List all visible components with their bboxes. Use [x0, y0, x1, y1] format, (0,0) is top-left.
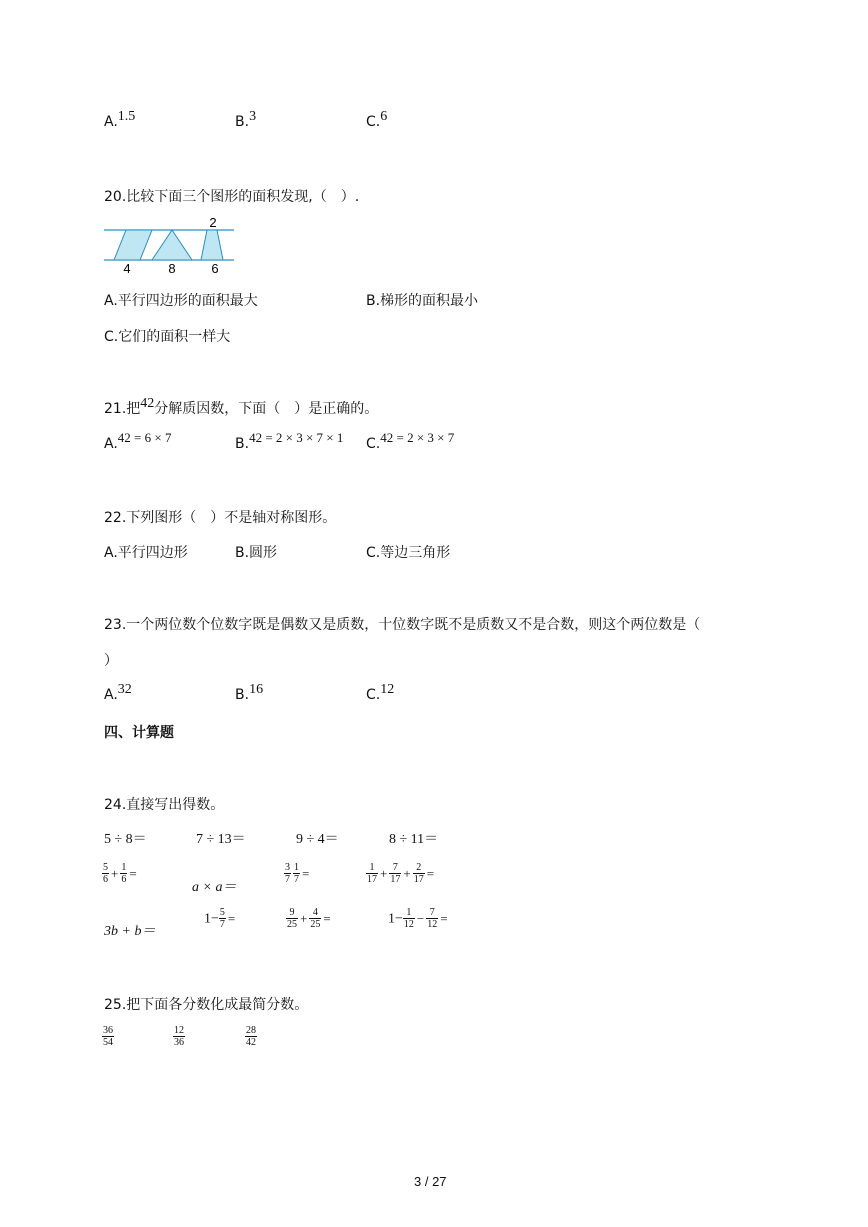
trapezoid-shape [201, 230, 223, 260]
figure-label-triangle: 8 [168, 261, 176, 276]
page-number: 3 / 27 [414, 1174, 447, 1189]
q21-option-a [104, 430, 172, 452]
q22-option-c: C.等边三角形 [366, 545, 451, 561]
option-letter: B. [235, 114, 250, 130]
q23-option-c [366, 682, 395, 704]
option-value: 12 [380, 682, 395, 697]
q22-option-b: B.圆形 [235, 545, 278, 561]
q23-option-a [104, 682, 132, 704]
q24-r1-e4: 8 ÷ 11＝ [389, 832, 439, 847]
option-letter: B. [235, 687, 250, 703]
numerator: 7 [429, 907, 435, 918]
triangle-shape [152, 230, 192, 260]
q25-fraction-1 [102, 1025, 114, 1048]
denominator: 7 [285, 874, 290, 885]
denominator: 54 [103, 1037, 113, 1048]
option-value: 42 = 2 × 3 × 7 [380, 430, 455, 445]
denominator: 17 [390, 874, 401, 885]
q23-stem-line1: 23.一个两位数个位数字既是偶数又是质数，十位数字既不是质数又不是合数，则这个两位数是（ [104, 617, 701, 633]
denominator: 7 [294, 874, 299, 885]
operator: 1− [388, 911, 403, 927]
q22-option-a: A.平行四边形 [104, 545, 188, 561]
q21-option-b [235, 430, 344, 452]
q24-r3-e2 [204, 907, 237, 930]
figure-label-top: 2 [209, 215, 217, 230]
option-value: 1.5 [117, 109, 136, 124]
fraction [293, 862, 300, 885]
operator: + [300, 910, 308, 926]
q24-r3-e3 [286, 907, 333, 930]
fraction [284, 862, 291, 885]
q22-stem: 22.下列图形（ ）不是轴对称图形。 [104, 510, 337, 526]
option-value: 6 [380, 109, 388, 124]
parallelogram-shape [114, 230, 152, 260]
denominator: 42 [246, 1037, 256, 1048]
denominator: 12 [427, 919, 438, 930]
numerator: 1 [369, 862, 375, 873]
option-value: 3 [249, 109, 257, 124]
q20-figure [100, 212, 240, 278]
denominator: 12 [403, 919, 414, 930]
numerator: 1 [294, 862, 299, 873]
numerator: 1 [121, 862, 127, 873]
numerator: 3 [285, 862, 290, 873]
q20-option-b: B.梯形的面积最小 [366, 293, 479, 309]
option-value: 16 [249, 682, 264, 697]
option-letter: C. [366, 436, 381, 452]
denominator: 7 [219, 919, 225, 930]
equals-sign: = [426, 865, 435, 881]
numerator: 36 [103, 1025, 113, 1036]
q24-stem: 24.直接写出得数。 [104, 797, 225, 813]
q24-r2-e4 [366, 862, 436, 885]
q21-stem [104, 398, 378, 418]
fraction [309, 907, 321, 930]
q20-option-a: A.平行四边形的面积最大 [104, 293, 258, 309]
option-value: 42 = 2 × 3 × 7 × 1 [249, 430, 344, 445]
operator: 1− [204, 911, 219, 927]
fraction [245, 1025, 257, 1048]
denominator: 17 [367, 874, 377, 885]
q24-r3-e4 [388, 907, 450, 930]
equals-sign: = [440, 910, 448, 926]
figure-label-parallelogram: 4 [123, 261, 131, 276]
denominator: 36 [174, 1037, 184, 1048]
option-letter: A. [104, 114, 118, 130]
fraction [173, 1025, 185, 1048]
operator: + [380, 865, 388, 881]
stem-number: 42 [140, 396, 155, 411]
numerator: 9 [289, 907, 295, 918]
denominator: 6 [121, 874, 127, 885]
q24-r3-e1: 3b + b＝ [104, 924, 156, 939]
numerator: 1 [406, 907, 412, 918]
denominator: 6 [103, 874, 108, 885]
operator: + [403, 865, 411, 881]
stem-text: 分解质因数，下面（ ）是正确的。 [154, 401, 379, 417]
section-title: 四、计算题 [104, 725, 174, 741]
denominator: 25 [287, 919, 297, 930]
stem-text: 21.把 [104, 401, 141, 417]
q19-option-c [366, 109, 388, 131]
q24-r1-e3: 9 ÷ 4＝ [296, 832, 339, 847]
fraction [102, 1025, 114, 1048]
fraction [403, 907, 415, 930]
equals-sign: = [129, 865, 137, 881]
fraction [389, 862, 401, 885]
q25-fraction-2 [173, 1025, 185, 1048]
denominator: 25 [310, 919, 321, 930]
option-letter: A. [104, 687, 118, 703]
option-value: 42 = 6 × 7 [117, 430, 172, 445]
numerator: 28 [246, 1025, 256, 1036]
q24-r1-e1: 5 ÷ 8＝ [104, 832, 147, 847]
q24-r1-e2: 7 ÷ 13＝ [196, 832, 246, 847]
operator: − [416, 910, 425, 926]
q20-stem: 20.比较下面三个图形的面积发现,（ ）. [104, 189, 360, 205]
fraction [426, 907, 438, 930]
numerator: 4 [312, 907, 318, 918]
numerator: 5 [219, 907, 225, 918]
q19-option-b [235, 109, 257, 131]
option-value: 32 [117, 682, 132, 697]
numerator: 5 [103, 862, 108, 873]
operator: + [111, 865, 119, 881]
q24-r2-e1 [102, 862, 139, 885]
option-letter: C. [366, 114, 381, 130]
q25-stem: 25.把下面各分数化成最简分数。 [104, 997, 309, 1013]
q23-stem-line2: ） [104, 653, 118, 669]
fraction [413, 862, 425, 885]
option-letter: C. [366, 687, 381, 703]
q23-option-b [235, 682, 264, 704]
equals-sign: = [227, 910, 236, 926]
fraction [286, 907, 298, 930]
numerator: 2 [416, 862, 422, 873]
fraction [120, 862, 127, 885]
q24-r2-e2: a × a＝ [192, 880, 237, 895]
numerator: 7 [392, 862, 398, 873]
q24-r2-e3 [284, 862, 311, 885]
q19-option-a [104, 109, 136, 131]
option-letter: B. [235, 436, 250, 452]
figure-label-trapezoid: 6 [211, 261, 219, 276]
q20-option-c: C.它们的面积一样大 [104, 329, 231, 345]
denominator: 17 [413, 874, 424, 885]
q25-fraction-3 [245, 1025, 257, 1048]
fraction [366, 862, 378, 885]
numerator: 12 [174, 1025, 184, 1036]
equals-sign: = [302, 865, 310, 881]
fraction [102, 862, 109, 885]
option-letter: A. [104, 436, 118, 452]
q21-option-c [366, 430, 455, 452]
fraction [219, 907, 226, 930]
equals-sign: = [323, 910, 331, 926]
